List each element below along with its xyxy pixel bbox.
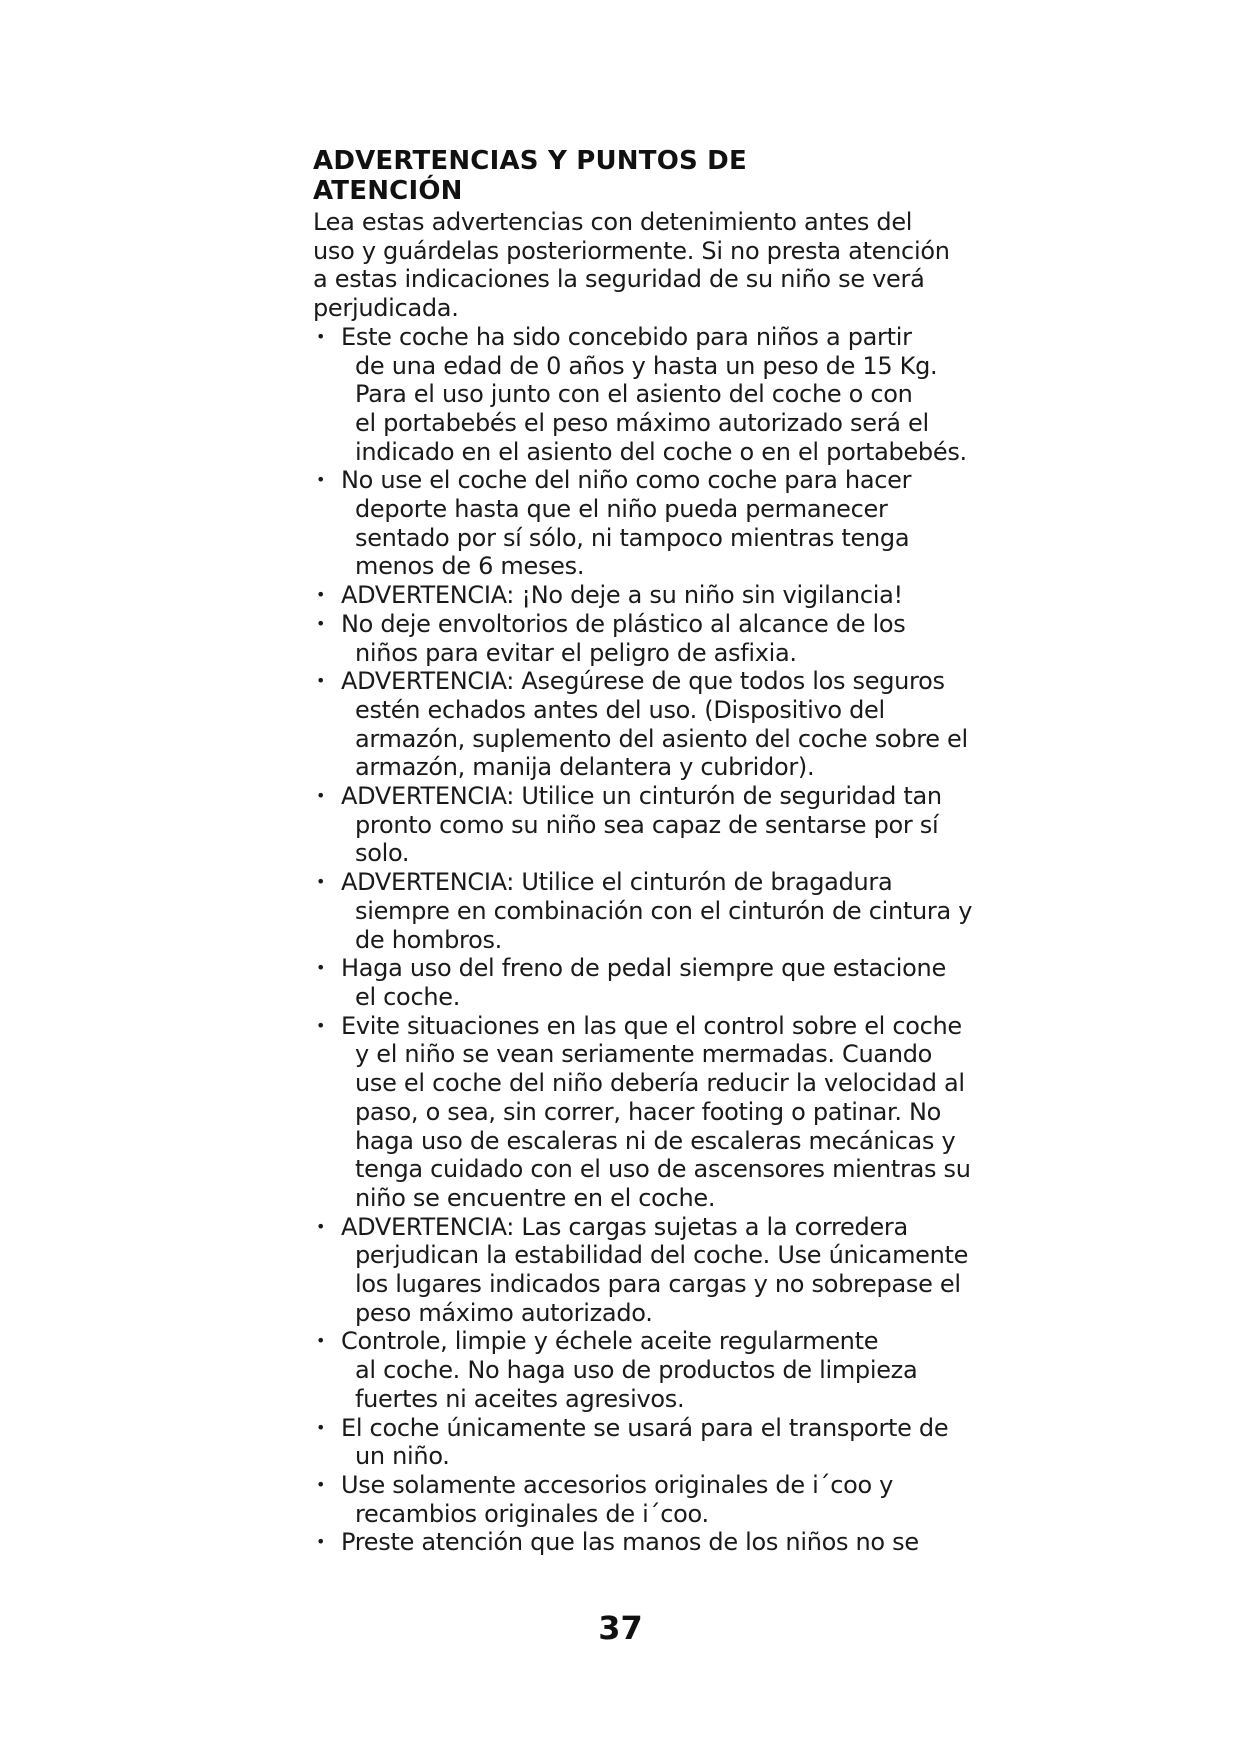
warning-line: ADVERTENCIA: Asegúrese de que todos los seguros [341, 667, 945, 696]
bullet-icon: • [316, 1015, 326, 1035]
bullet-icon: • [316, 786, 326, 806]
warning-line: sentado por sí sólo, ni tampoco mientras tenga [355, 523, 910, 552]
warning-line: de hombros. [355, 925, 502, 954]
bullet-icon: • [316, 1216, 326, 1236]
intro-line: uso y guárdelas posteriormente. Si no presta atención [313, 236, 950, 265]
warning-line: Para el uso junto con el asiento del coche o con [355, 380, 913, 409]
warning-item [313, 466, 983, 581]
intro-line: a estas indicaciones la seguridad de su niño se verá [313, 265, 925, 294]
warning-line: indicado en el asiento del coche o en el portabebés. [355, 437, 967, 466]
warning-line: El coche únicamente se usará para el transporte de [341, 1413, 949, 1442]
warning-line: Controle, limpie y échele aceite regularmente [341, 1327, 879, 1356]
warning-item [313, 782, 983, 868]
warning-line: haga uso de escaleras ni de escaleras mecánicas y [355, 1126, 956, 1155]
intro-line: Lea estas advertencias con detenimiento antes del [313, 208, 913, 236]
heading-line-2: ATENCIÓN [313, 176, 463, 206]
warning-line: ADVERTENCIA: Utilice un cinturón de seguridad tan [341, 782, 942, 811]
bullet-icon: • [316, 585, 326, 605]
bullet-icon: • [316, 326, 326, 346]
warning-line: el portabebés el peso máximo autorizado será el [355, 408, 929, 437]
warning-line: ADVERTENCIA: Utilice el cinturón de bragadura [341, 868, 893, 897]
warning-line: armazón, suplemento del asiento del coche sobre el [355, 724, 968, 753]
warning-line: Evite situaciones en las que el control sobre el coche [341, 1011, 962, 1040]
warning-line: los lugares indicados para cargas y no sobrepase el [355, 1270, 961, 1299]
bullet-icon: • [316, 1417, 326, 1437]
warning-item [313, 667, 983, 782]
warning-item [313, 323, 983, 467]
warning-line: menos de 6 meses. [355, 552, 585, 581]
warning-item [313, 1471, 983, 1528]
warning-line: Use solamente accesorios originales de i´coo y [341, 1470, 894, 1499]
warning-line: solo. [355, 839, 410, 868]
warning-line: tenga cuidado con el uso de ascensores mientras su [355, 1155, 971, 1184]
bullet-icon: • [316, 1532, 326, 1552]
warning-line: ADVERTENCIA: Las cargas sujetas a la corredera [341, 1212, 908, 1241]
warning-line: paso, o sea, sin correr, hacer footing o patinar. No [355, 1097, 942, 1126]
warning-line: Preste atención que las manos de los niños no se [341, 1528, 919, 1557]
intro-paragraph [313, 208, 983, 323]
heading-line-1: ADVERTENCIAS Y PUNTOS DE [313, 146, 747, 176]
warning-item [313, 1528, 983, 1557]
warning-item [313, 868, 983, 954]
warnings-section [313, 146, 983, 1557]
bullet-icon: • [316, 671, 326, 691]
warning-item [313, 1414, 983, 1471]
warning-line: Este coche ha sido concebido para niños a partir [341, 322, 912, 351]
warning-line: use el coche del niño debería reducir la velocidad al [355, 1069, 965, 1098]
warning-line: recambios originales de i´coo. [355, 1499, 709, 1528]
warning-line: un niño. [355, 1442, 450, 1471]
warning-line: ADVERTENCIA: ¡No deje a su niño sin vigilancia! [341, 581, 903, 610]
warning-line: peso máximo autorizado. [355, 1298, 653, 1327]
warning-line: estén echados antes del uso. (Dispositivo del [355, 695, 885, 724]
bullet-icon: • [316, 958, 326, 978]
section-heading [313, 146, 983, 206]
bullet-icon: • [316, 1474, 326, 1494]
warning-item [313, 610, 983, 667]
warning-item [313, 1012, 983, 1213]
page-number: 37 [598, 1609, 643, 1647]
warning-line: al coche. No haga uso de productos de limpieza [355, 1356, 918, 1385]
warning-line: siempre en combinación con el cinturón de cintura y [355, 896, 973, 925]
warning-line: y el niño se vean seriamente mermadas. Cuando [355, 1040, 933, 1069]
warning-line: perjudican la estabilidad del coche. Use únicamente [355, 1241, 969, 1270]
bullet-icon: • [316, 872, 326, 892]
warning-line: deporte hasta que el niño pueda permanecer [355, 495, 888, 524]
warning-line: armazón, manija delantera y cubridor). [355, 753, 815, 782]
bullet-icon: • [316, 470, 326, 490]
intro-line: perjudicada. [313, 294, 459, 323]
warning-line: No use el coche del niño como coche para hacer [341, 466, 912, 495]
warning-item [313, 581, 983, 610]
warning-line: pronto como su niño sea capaz de sentarse por sí [355, 810, 939, 839]
warning-line: niños para evitar el peligro de asfixia. [355, 638, 797, 667]
bullet-icon: • [316, 1331, 326, 1351]
warning-item [313, 954, 983, 1011]
warning-line: niño se encuentre en el coche. [355, 1183, 716, 1212]
warning-line: el coche. [355, 982, 461, 1011]
warning-line: fuertes ni aceites agresivos. [355, 1384, 685, 1413]
bullet-icon: • [316, 613, 326, 633]
warning-item [313, 1213, 983, 1328]
warning-line: No deje envoltorios de plástico al alcance de los [341, 609, 906, 638]
warning-line: Haga uso del freno de pedal siempre que estacione [341, 954, 946, 983]
warning-line: de una edad de 0 años y hasta un peso de 15 Kg. [355, 351, 938, 380]
warning-list [313, 323, 983, 1557]
warning-item [313, 1327, 983, 1413]
